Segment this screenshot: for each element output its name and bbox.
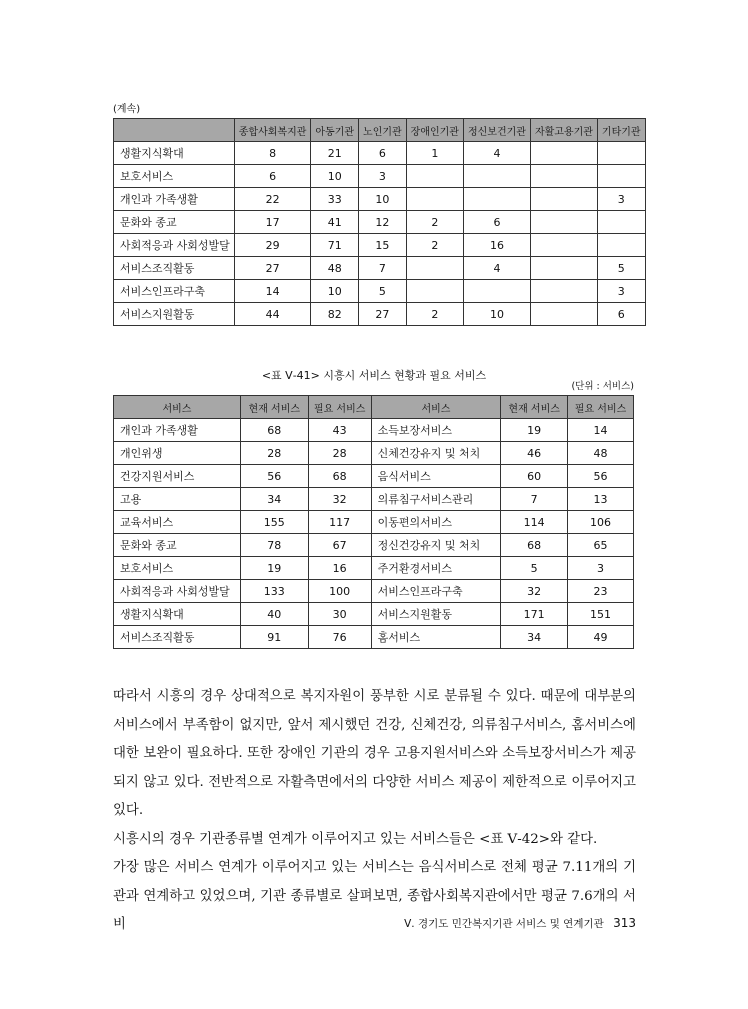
- value-cell: 10: [311, 165, 359, 188]
- row-label-cell: 건강지원서비스: [114, 465, 241, 488]
- column-header: 종합사회복지관: [234, 119, 311, 142]
- value-cell: [530, 188, 597, 211]
- row-label-cell: 홈서비스: [371, 626, 501, 649]
- column-header: 필요 서비스: [308, 396, 371, 419]
- value-cell: 6: [597, 303, 645, 326]
- row-label-cell: 주거환경서비스: [371, 557, 501, 580]
- value-cell: 5: [597, 257, 645, 280]
- row-label-cell: 문화와 종교: [114, 211, 235, 234]
- table-row: [114, 557, 634, 580]
- column-header: 현재 서비스: [240, 396, 308, 419]
- siheung-service-table: [113, 395, 634, 649]
- value-cell: 3: [359, 165, 407, 188]
- table-unit: (단위 : 서비스): [571, 381, 634, 392]
- row-label-cell: 보호서비스: [114, 557, 241, 580]
- value-cell: 17: [234, 211, 311, 234]
- table-row: [114, 626, 634, 649]
- value-cell: 155: [240, 511, 308, 534]
- value-cell: 23: [568, 580, 634, 603]
- paragraph: 따라서 시흥의 경우 상대적으로 복지자원이 풍부한 시로 분류될 수 있다. 때문에 대부분의 서비스에서 부족함이 없지만, 앞서 제시했던 건강, 신체건강, 의류침구서비스, 홈서비스에 대한 보완이 필요하다. 또한 장애인 기관의 경우 고용지원서비스와 소득보장서비스가 제공되지 않고 있다. 전반적으로 자활측면에서의 다양한 서비스 제공이 제한적으로 이루어지고 있다.: [113, 689, 636, 818]
- row-label-cell: 생활지식확대: [114, 603, 241, 626]
- row-label-cell: 개인과 가족생활: [114, 188, 235, 211]
- value-cell: 1: [406, 142, 463, 165]
- column-header: 아동기관: [311, 119, 359, 142]
- value-cell: [406, 280, 463, 303]
- value-cell: 7: [501, 488, 568, 511]
- row-label-cell: 사회적응과 사회성발달: [114, 580, 241, 603]
- column-header: 노인기관: [359, 119, 407, 142]
- value-cell: 29: [234, 234, 311, 257]
- value-cell: 12: [359, 211, 407, 234]
- value-cell: 27: [234, 257, 311, 280]
- value-cell: 68: [240, 419, 308, 442]
- body-text: [113, 683, 636, 940]
- row-label-cell: 서비스인프라구축: [371, 580, 501, 603]
- row-label-cell: 생활지식확대: [114, 142, 235, 165]
- value-cell: [463, 165, 530, 188]
- column-header: 기타기관: [597, 119, 645, 142]
- row-label-cell: 교육서비스: [114, 511, 241, 534]
- table-caption: <표 Ⅴ-41> 시흥시 서비스 현황과 필요 서비스: [261, 369, 487, 382]
- value-cell: 100: [308, 580, 371, 603]
- row-label-cell: 소득보장서비스: [371, 419, 501, 442]
- row-label-cell: 서비스조직활동: [114, 257, 235, 280]
- row-label-cell: 신체건강유지 및 처치: [371, 442, 501, 465]
- value-cell: [597, 234, 645, 257]
- column-header: 필요 서비스: [568, 396, 634, 419]
- value-cell: 33: [311, 188, 359, 211]
- value-cell: 2: [406, 234, 463, 257]
- paragraph: 가장 많은 서비스 연계가 이루어지고 있는 서비스는 음식서비스로 전체 평균 7.11개의 기관과 연계하고 있었으며, 기관 종류별로 살펴보면, 종합사회복지관에서만 평균 7.6개의 서비: [113, 860, 636, 932]
- value-cell: 4: [463, 257, 530, 280]
- value-cell: 65: [568, 534, 634, 557]
- row-label-cell: 사회적응과 사회성발달: [114, 234, 235, 257]
- value-cell: 10: [463, 303, 530, 326]
- value-cell: [406, 188, 463, 211]
- value-cell: 19: [501, 419, 568, 442]
- value-cell: 44: [234, 303, 311, 326]
- value-cell: 32: [308, 488, 371, 511]
- value-cell: 32: [501, 580, 568, 603]
- value-cell: 16: [308, 557, 371, 580]
- row-label-cell: 보호서비스: [114, 165, 235, 188]
- page-number: 313: [613, 916, 636, 930]
- institution-service-table: [113, 118, 646, 326]
- table-row: [114, 511, 634, 534]
- value-cell: 30: [308, 603, 371, 626]
- row-label-cell: 서비스지원활동: [114, 303, 235, 326]
- value-cell: 6: [463, 211, 530, 234]
- value-cell: 5: [359, 280, 407, 303]
- value-cell: 3: [568, 557, 634, 580]
- value-cell: [406, 165, 463, 188]
- value-cell: 40: [240, 603, 308, 626]
- value-cell: [530, 165, 597, 188]
- value-cell: 10: [311, 280, 359, 303]
- value-cell: 60: [501, 465, 568, 488]
- row-label-cell: 의류침구서비스관리: [371, 488, 501, 511]
- row-label-cell: 음식서비스: [371, 465, 501, 488]
- value-cell: 19: [240, 557, 308, 580]
- value-cell: 68: [501, 534, 568, 557]
- paragraph: 시흥시의 경우 기관종류별 연계가 이루어지고 있는 서비스들은 <표 Ⅴ-42>와 같다.: [113, 831, 598, 847]
- value-cell: 41: [311, 211, 359, 234]
- value-cell: [463, 280, 530, 303]
- value-cell: 6: [234, 165, 311, 188]
- row-label-cell: 개인과 가족생활: [114, 419, 241, 442]
- value-cell: [530, 234, 597, 257]
- value-cell: [597, 165, 645, 188]
- value-cell: [530, 211, 597, 234]
- column-header: 서비스: [114, 396, 241, 419]
- row-label-cell: 문화와 종교: [114, 534, 241, 557]
- value-cell: 16: [463, 234, 530, 257]
- row-label-cell: 정신건강유지 및 처치: [371, 534, 501, 557]
- table-row: [114, 280, 646, 303]
- table-row: [114, 234, 646, 257]
- value-cell: 48: [568, 442, 634, 465]
- table-row: [114, 257, 646, 280]
- value-cell: 6: [359, 142, 407, 165]
- value-cell: 151: [568, 603, 634, 626]
- value-cell: 14: [234, 280, 311, 303]
- column-header: [114, 119, 235, 142]
- value-cell: [530, 303, 597, 326]
- value-cell: [463, 188, 530, 211]
- value-cell: 7: [359, 257, 407, 280]
- value-cell: [530, 280, 597, 303]
- value-cell: 28: [308, 442, 371, 465]
- column-header: 현재 서비스: [501, 396, 568, 419]
- row-label-cell: 서비스인프라구축: [114, 280, 235, 303]
- value-cell: 27: [359, 303, 407, 326]
- value-cell: 114: [501, 511, 568, 534]
- value-cell: 56: [568, 465, 634, 488]
- value-cell: 28: [240, 442, 308, 465]
- value-cell: 48: [311, 257, 359, 280]
- table-row: [114, 419, 634, 442]
- table-row: [114, 165, 646, 188]
- value-cell: 106: [568, 511, 634, 534]
- page-footer: [404, 916, 636, 931]
- row-label-cell: 서비스지원활동: [371, 603, 501, 626]
- value-cell: 68: [308, 465, 371, 488]
- value-cell: 34: [240, 488, 308, 511]
- value-cell: 15: [359, 234, 407, 257]
- value-cell: [530, 142, 597, 165]
- table-row: [114, 603, 634, 626]
- value-cell: 43: [308, 419, 371, 442]
- value-cell: 13: [568, 488, 634, 511]
- value-cell: 171: [501, 603, 568, 626]
- value-cell: 34: [501, 626, 568, 649]
- value-cell: 133: [240, 580, 308, 603]
- value-cell: 46: [501, 442, 568, 465]
- value-cell: 78: [240, 534, 308, 557]
- row-label-cell: 개인위생: [114, 442, 241, 465]
- column-header: 자활고용기관: [530, 119, 597, 142]
- value-cell: 10: [359, 188, 407, 211]
- table-row: [114, 465, 634, 488]
- value-cell: 2: [406, 303, 463, 326]
- chapter-title: Ⅴ. 경기도 민간복지기관 서비스 및 연계기관: [404, 918, 604, 930]
- value-cell: 67: [308, 534, 371, 557]
- value-cell: [406, 257, 463, 280]
- value-cell: 71: [311, 234, 359, 257]
- row-label-cell: 이동편의서비스: [371, 511, 501, 534]
- value-cell: 91: [240, 626, 308, 649]
- value-cell: 22: [234, 188, 311, 211]
- row-label-cell: 고용: [114, 488, 241, 511]
- table-row: [114, 534, 634, 557]
- value-cell: 82: [311, 303, 359, 326]
- table-row: [114, 303, 646, 326]
- value-cell: [597, 211, 645, 234]
- table-row: [114, 211, 646, 234]
- table-header-row: [114, 396, 634, 419]
- value-cell: 2: [406, 211, 463, 234]
- column-header: 서비스: [371, 396, 501, 419]
- value-cell: 56: [240, 465, 308, 488]
- value-cell: 76: [308, 626, 371, 649]
- table-row: [114, 488, 634, 511]
- column-header: 장애인기관: [406, 119, 463, 142]
- value-cell: 49: [568, 626, 634, 649]
- table-row: [114, 142, 646, 165]
- value-cell: [530, 257, 597, 280]
- table-row: [114, 580, 634, 603]
- value-cell: 3: [597, 188, 645, 211]
- value-cell: 4: [463, 142, 530, 165]
- value-cell: 21: [311, 142, 359, 165]
- table-row: [114, 188, 646, 211]
- value-cell: 8: [234, 142, 311, 165]
- value-cell: 5: [501, 557, 568, 580]
- table-row: [114, 442, 634, 465]
- value-cell: 3: [597, 280, 645, 303]
- value-cell: 14: [568, 419, 634, 442]
- value-cell: [597, 142, 645, 165]
- table-header-row: [114, 119, 646, 142]
- continuation-label: (계속): [113, 104, 141, 115]
- column-header: 정신보건기관: [463, 119, 530, 142]
- row-label-cell: 서비스조직활동: [114, 626, 241, 649]
- value-cell: 117: [308, 511, 371, 534]
